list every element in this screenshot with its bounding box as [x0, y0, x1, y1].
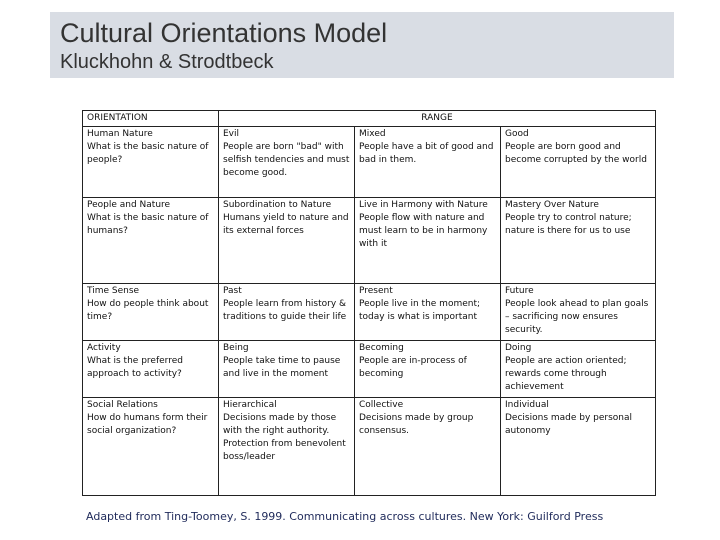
- slide-subtitle: Kluckhohn & Strodtbeck: [60, 51, 274, 73]
- title-band: [50, 12, 674, 78]
- range-cell: [355, 127, 501, 198]
- range-desc: People try to control nature; nature is there for us to use: [505, 213, 632, 236]
- orientation-cell: [83, 127, 219, 198]
- table-row: [83, 127, 656, 198]
- range-cell: [501, 127, 656, 198]
- orientation-question: How do people think about time?: [87, 299, 209, 322]
- orientation-cell: [83, 341, 219, 398]
- orientation-name: Social Relations: [87, 400, 158, 410]
- orientation-question: What is the basic nature of people?: [87, 142, 209, 165]
- range-cell: [219, 127, 355, 198]
- range-desc: People flow with nature and must learn to be in harmony with it: [359, 213, 488, 249]
- range-desc: People look ahead to plan goals – sacrificing now ensures security.: [505, 299, 649, 335]
- range-title: Live in Harmony with Nature: [359, 200, 488, 210]
- range-title: Collective: [359, 400, 404, 410]
- orientation-name: Human Nature: [87, 129, 153, 139]
- orientation-cell: [83, 284, 219, 341]
- range-title: Past: [223, 286, 242, 296]
- range-cell: [355, 398, 501, 496]
- range-title: Becoming: [359, 343, 404, 353]
- range-title: Good: [505, 129, 529, 139]
- range-title: Hierarchical: [223, 400, 277, 410]
- range-cell: [219, 341, 355, 398]
- range-desc: People take time to pause and live in the moment: [223, 356, 341, 379]
- range-cell: [219, 398, 355, 496]
- header-orientation: ORIENTATION: [83, 111, 219, 127]
- range-desc: Decisions made by personal autonomy: [505, 413, 633, 436]
- range-desc: People are in-process of becoming: [359, 356, 467, 379]
- range-desc: People have a bit of good and bad in them.: [359, 142, 494, 165]
- range-desc: People live in the moment; today is what is important: [359, 299, 481, 322]
- range-desc: People are action oriented; rewards come through achievement: [505, 356, 627, 392]
- source-caption: Adapted from Ting-Toomey, S. 1999. Communicating across cultures. New York: Guilford Press: [86, 510, 604, 523]
- range-desc: People are born good and become corrupted by the world: [505, 142, 647, 165]
- range-title: Mixed: [359, 129, 386, 139]
- orientation-question: What is the basic nature of humans?: [87, 213, 209, 236]
- range-cell: [219, 198, 355, 284]
- range-title: Present: [359, 286, 393, 296]
- range-title: Future: [505, 286, 534, 296]
- range-desc: Decisions made by those with the right authority. Protection from benevolent boss/leader: [223, 413, 346, 462]
- orientation-name: Activity: [87, 343, 121, 353]
- orientation-name: Time Sense: [87, 286, 140, 296]
- range-desc: Humans yield to nature and its external forces: [223, 213, 349, 236]
- range-cell: [355, 341, 501, 398]
- range-title: Subordination to Nature: [223, 200, 332, 210]
- range-title: Mastery Over Nature: [505, 200, 599, 210]
- slide-title: Cultural Orientations Model: [60, 18, 388, 48]
- table-header-row: [83, 111, 656, 127]
- range-desc: People learn from history & traditions to guide their life: [223, 299, 347, 322]
- orientations-table: [82, 110, 656, 496]
- range-cell: [219, 284, 355, 341]
- orientation-cell: [83, 198, 219, 284]
- range-cell: [355, 198, 501, 284]
- range-desc: Decisions made by group consensus.: [359, 413, 474, 436]
- table-row: [83, 284, 656, 341]
- range-title: Evil: [223, 129, 240, 139]
- range-cell: [501, 284, 656, 341]
- orientation-name: People and Nature: [87, 200, 171, 210]
- table-row: [83, 198, 656, 284]
- range-title: Being: [223, 343, 249, 353]
- orientation-question: What is the preferred approach to activity?: [87, 356, 183, 379]
- range-cell: [501, 341, 656, 398]
- range-cell: [355, 284, 501, 341]
- table-row: [83, 341, 656, 398]
- range-title: Doing: [505, 343, 532, 353]
- header-range: RANGE: [219, 111, 656, 127]
- orientation-question: How do humans form their social organization?: [87, 413, 208, 436]
- orientation-cell: [83, 398, 219, 496]
- range-cell: [501, 198, 656, 284]
- range-desc: People are born "bad" with selfish tendencies and must become good.: [223, 142, 350, 178]
- range-title: Individual: [505, 400, 549, 410]
- range-cell: [501, 398, 656, 496]
- table-row: [83, 398, 656, 496]
